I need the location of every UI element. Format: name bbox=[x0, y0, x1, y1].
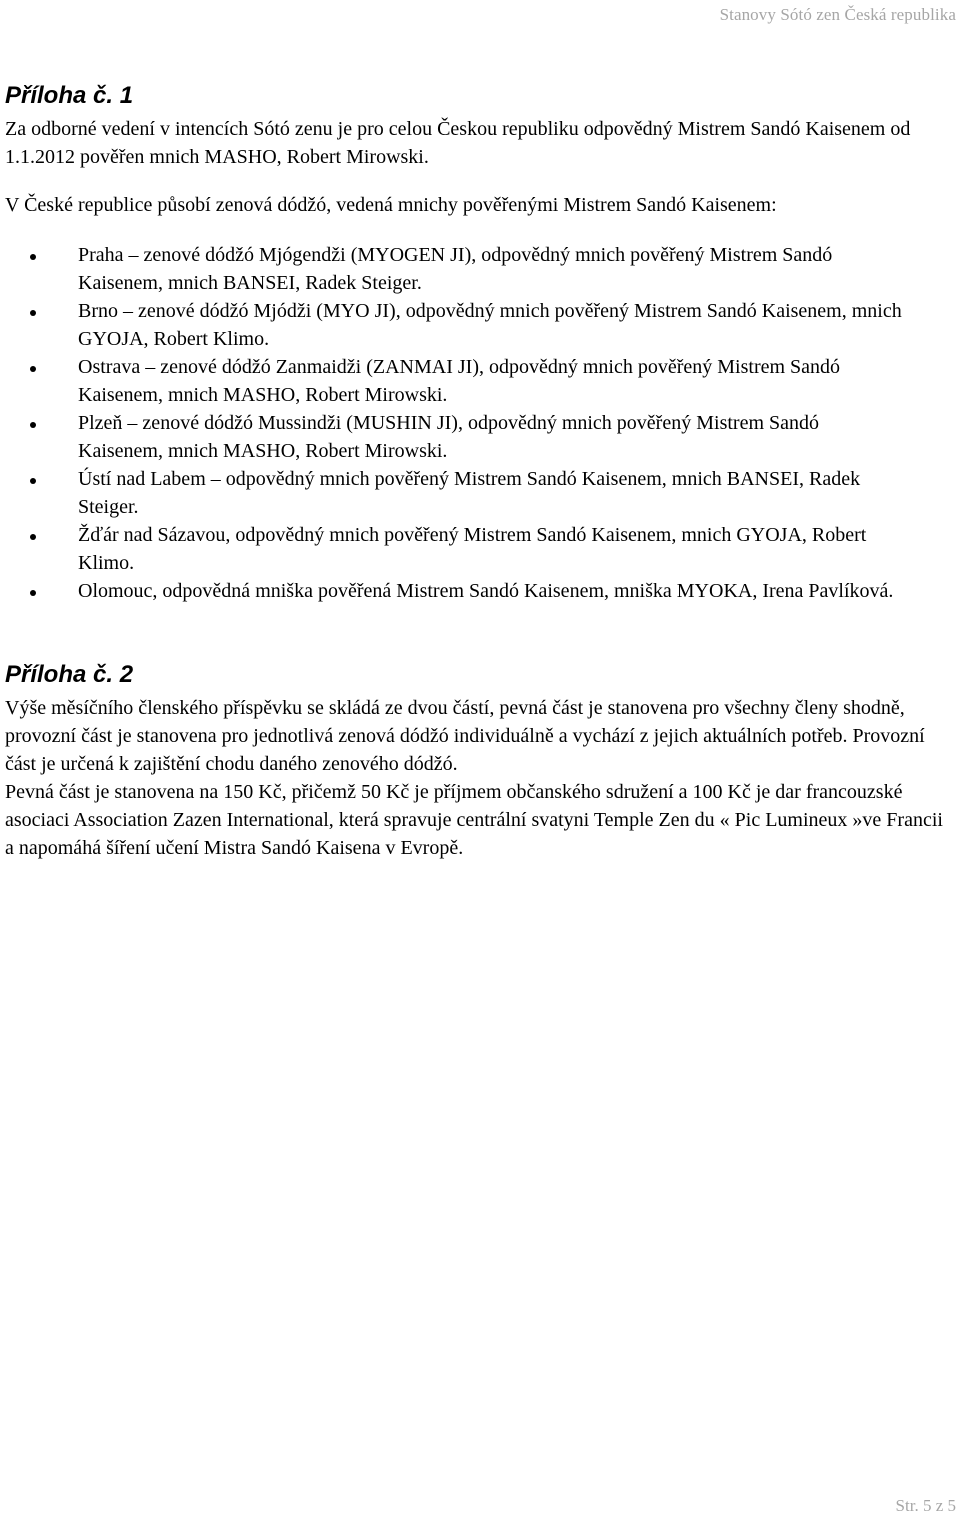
bullet-icon bbox=[30, 254, 36, 260]
list-item-text: Žďár nad Sázavou, odpovědný mnich pověřený Mistrem Sandó Kaisenem, mnich GYOJA, Robert Klimo. bbox=[78, 524, 867, 574]
running-header: Stanovy Sótó zen Česká republika bbox=[719, 5, 956, 24]
bullet-icon bbox=[30, 590, 36, 596]
list-item-praha bbox=[5, 241, 908, 297]
list-item-usti bbox=[5, 465, 908, 521]
list-item-text: Olomouc, odpovědná mniška pověřená Mistrem Sandó Kaisenem, mniška MYOKA, Irena Pavlíková. bbox=[78, 580, 894, 602]
dojo-list bbox=[5, 241, 950, 605]
list-item-text: Brno – zenové dódžó Mjódži (MYO JI), odpovědný mnich pověřený Mistrem Sandó Kaisenem, mnich GYOJA, Robert Klimo. bbox=[78, 300, 902, 350]
list-item-text: Praha – zenové dódžó Mjógendži (MYOGEN JI), odpovědný mnich pověřený Mistrem Sandó Kaisenem, mnich BANSEI, Radek Steiger. bbox=[78, 244, 833, 294]
page-number: Str. 5 z 5 bbox=[895, 1496, 956, 1515]
list-item-olomouc bbox=[5, 577, 908, 605]
annex-1-intro: Za odborné vedení v intencích Sótó zenu je pro celou Českou republiku odpovědný Mistrem Sandó Kaisenem od 1.1.2012 pověřen mnich MASHO, Robert Mirowski. bbox=[5, 118, 911, 168]
list-item-brno bbox=[5, 297, 908, 353]
annex-2 bbox=[5, 661, 950, 862]
list-item-plzen bbox=[5, 409, 908, 465]
bullet-icon bbox=[30, 534, 36, 540]
annex-2-title: Příloha č. 2 bbox=[5, 661, 134, 688]
list-item-text: Ústí nad Labem – odpovědný mnich pověřený Mistrem Sandó Kaisenem, mnich BANSEI, Radek Steiger. bbox=[78, 468, 861, 518]
annex-2-paragraph-2: Pevná část je stanovena na 150 Kč, přičemž 50 Kč je příjmem občanského sdružení a 100 Kč je dar francouzské asociaci Association Zazen International, která spravuje centrální svatyni Temple Zen du « Pic Lumineux »ve Francii a napomáhá šíření učení Mistra Sandó Kaisena v Evropě. bbox=[5, 781, 943, 859]
list-item-zdar bbox=[5, 521, 908, 577]
bullet-icon bbox=[30, 478, 36, 484]
bullet-icon bbox=[30, 310, 36, 316]
bullet-icon bbox=[30, 366, 36, 372]
bullet-icon bbox=[30, 422, 36, 428]
dojo-intro: V České republice působí zenová dódžó, vedená mnichy pověřenými Mistrem Sandó Kaisenem: bbox=[5, 194, 777, 216]
list-item-text: Plzeň – zenové dódžó Mussindži (MUSHIN JI), odpovědný mnich pověřený Mistrem Sandó Kaisenem, mnich MASHO, Robert Mirowski. bbox=[78, 412, 819, 462]
list-item-text: Ostrava – zenové dódžó Zanmaidži (ZANMAI JI), odpovědný mnich pověřený Mistrem Sandó Kaisenem, mnich MASHO, Robert Mirowski. bbox=[78, 356, 841, 406]
document-body bbox=[5, 82, 950, 862]
annex-2-paragraph-1: Výše měsíčního členského příspěvku se skládá ze dvou částí, pevná část je stanovena pro všechny členy shodně, provozní část je stanovena pro jednotlivá zenová dódžó individuálně a vychází z jejich aktuálních potřeb. Provozní část je určená k zajištění chodu daného zenového dódžó. bbox=[5, 697, 925, 775]
annex-1-title: Příloha č. 1 bbox=[5, 82, 134, 109]
annex-1 bbox=[5, 82, 950, 605]
list-item-ostrava bbox=[5, 353, 908, 409]
